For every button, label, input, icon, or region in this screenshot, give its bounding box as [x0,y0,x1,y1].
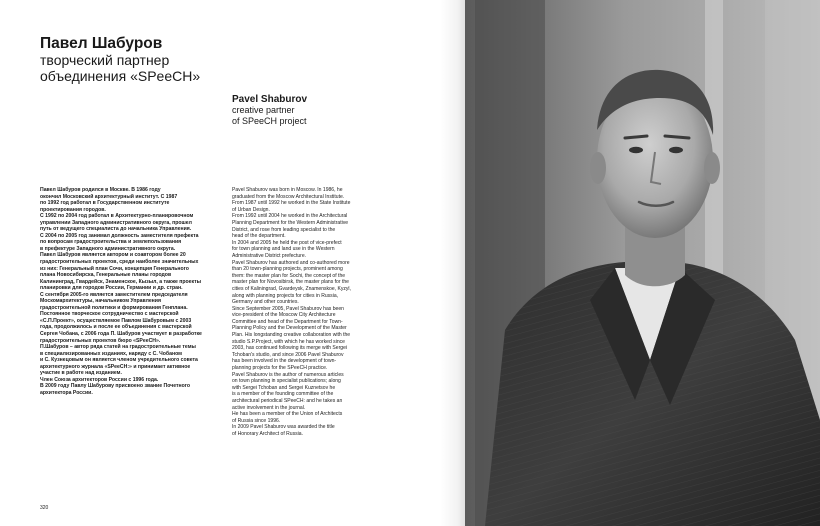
page-gutter-shadow [440,0,465,526]
role-ru: творческий партнер объединения «SPeeCH» [40,52,201,84]
page-number: 320 [40,505,49,511]
name-ru: Павел Шабуров [40,35,163,52]
bio-english: Pavel Shaburov was born in Moscow. In 1986, he graduated from the Moscow Architectural Institute. From 1987 until 1992 he worked in the State Institute of Urban Design. From 1992 until 2004 he worked in the Architectural Planning Department for the Western Administrative District, and rose from leading specialist to the head of the department. In 2004 and 2005 he held the post of vice-prefect for town planning and land use in the Western Administrative District prefecture. Pavel Shaburov has authored and co-authored more than 20 town-planning projects, prominent among them: the master plan for Sochi, the concept of the master plan for Novosibirsk, the master plans for the cities of Kaliningrad, Gvardeysk, Znamenskoe, Kyzyl, along with planning projects for cities in Russia, Germany and other countries. Since September 2005, Pavel Shaburov has been vice-president of the Moscow City Architecture Committee and head of the Department for Town- Planning Policy and the Development of the Master Plan. His longstanding creative collaboration with the studio S.P.Project, with which he has worked since 2003, has continued following its merge with Sergei Tchoban's studio, and since 2006 Pavel Shaburov has been involved in the development of town- planning projects for the SPeeCH practice. Pavel Shaburov is the author of numerous articles on town planning in specialist publications; along with Sergei Tchoban and Sergei Kuznetsov he is a member of the founding committee of the architectural periodical SPeeCH: and he takes an active involvement in the journal. He has been a member of the Union of Architects of Russia since 1996. In 2009 Pavel Shaburov was awarded the title of Honorary Architect of Russia. [232,187,351,437]
role-en: creative partner of SPeeCH project [232,105,307,126]
name-en: Pavel Shaburov [232,94,308,105]
portrait-photo [465,0,820,526]
portrait-illustration [465,0,820,526]
bio-russian: Павел Шабуров родился в Москве. В 1986 году окончил Московский архитектурный институт. С 1987 по 1992 год работал в Государственном институте проектирования городов. С 1992 по 2004 год работал в Архитектурно-планировочном управлении Западного административного округа, прошел путь от ведущего специалиста до начальника Управления. С 2004 по 2005 год занимал должность заместителя префекта по вопросам градостроительства и землепользования в префектуре Западного административного округа. Павел Шабуров является автором и соавтором более 20 градостроительных проектов, среди наиболее значительных из них: Генеральный план Сочи, концепция Генерального плана Новосибирска, Генеральные планы городов Калининград, Гвардейск, Знаменское, Кызыл, а также проекты планировки для городов России, Германии и др. стран. С сентября 2005-го является заместителем председателя Москомархитектуры, начальником Управления градостроительной политики и формирования Генплана. Постоянное творческое сотрудничество с мастерской «С.П.Проект», осуществляемое Павлом Шабуровым с 2003 года, продолжилось и после ее объединения с мастерской Сергея Чобана, с 2006 года П. Шабуров участвует в разработке градостроительных проектов бюро «SPeeCH». П.Шабуров – автор ряда статей на градостроительные темы в специализированных изданиях, наряду с С. Чобаном и С. Кузнецовым он является членом учредительного совета архитектурного журнала «SPeeCH:» и принимает активное участие в работе над изданием. Член Союза архитекторов России с 1996 года. В 2009 году Павлу Шабурову присвоено звание Почетного архитектора России. [40,187,202,396]
